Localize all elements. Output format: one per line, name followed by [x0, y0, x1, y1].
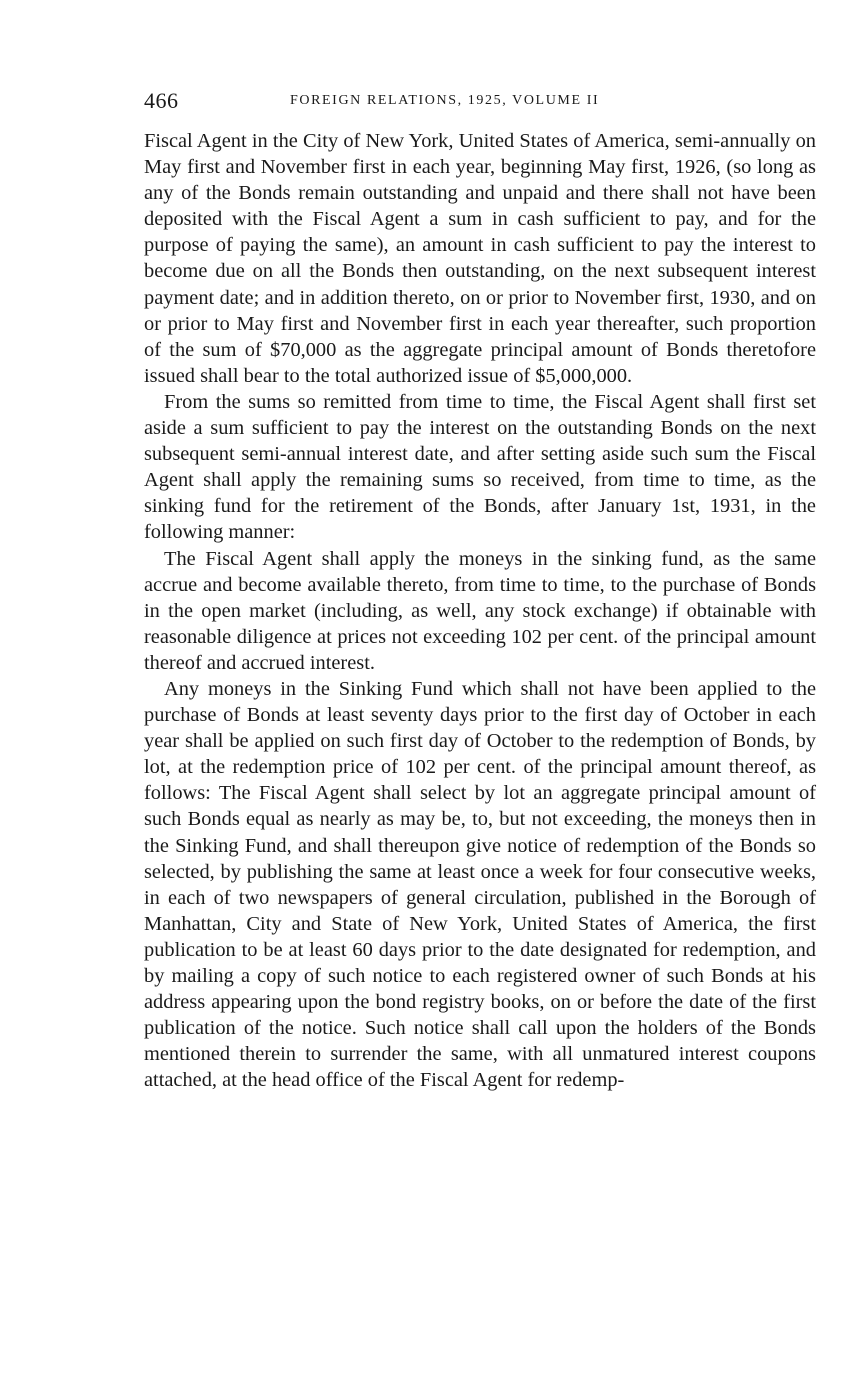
paragraph-continuation: Fiscal Agent in the City of New York, United States of America, semi-annually on May first and November first in each year, beginning May first, 1926, (so long as any of the Bonds remain outstanding and unpaid and there shall not have been deposited with the Fiscal Agent a sum in cash sufficient to pay, and for the purpose of paying the same), an amount in cash sufficient to pay the interest to become due on all the Bonds then outstanding, on the next subsequent interest payment date; and in addition thereto, on or prior to November first, 1930, and on or prior to May first and November first in each year thereafter, such proportion of the sum of $70,000 as the aggregate principal amount of Bonds theretofore issued shall bear to the total authorized issue of $5,000,000.	[144, 130, 816, 387]
running-header	[144, 88, 816, 116]
page-number: 466	[144, 88, 179, 113]
paragraph-sinking-fund-remittance: From the sums so remitted from time to time, the Fiscal Agent shall first set aside a sum sufficient to pay the interest on the outstanding Bonds on the next subsequent semi-annual interest date, and after setting aside such sum the Fiscal Agent shall apply the remaining sums so received, from time to time, as the sinking fund for the retirement of the Bonds, after January 1st, 1931, in the following manner:	[144, 390, 816, 544]
running-header-title: FOREIGN RELATIONS, 1925, VOLUME II	[290, 93, 600, 108]
paragraph-redemption-by-lot: Any moneys in the Sinking Fund which shall not have been applied to the purchase of Bonds at least seventy days prior to the first day of October in each year shall be applied on such first day of October to the redemption of Bonds, by lot, at the redemption price of 102 per cent. of the principal amount thereof, as follows: The Fiscal Agent shall select by lot an aggregate principal amount of such Bonds equal as nearly as may be, to, but not exceeding, the moneys then in the Sinking Fund, and shall thereupon give notice of redemption of the Bonds so selected, by publishing the same at least once a week for four consecutive weeks, in each of two newspapers of general circulation, published in the Borough of Manhattan, City and State of New York, United States of America, the first publication to be at least 60 days prior to the date designated for redemption, and by mailing a copy of such notice to each registered owner of such Bonds at his address appearing upon the bond registry books, on or before the date of the first publication of the notice. Such notice shall call upon the holders of the Bonds mentioned therein to surrender the same, with all unmatured interest coupons attached, at the head office of the Fiscal Agent for redemp-	[144, 677, 816, 1092]
body-text	[144, 128, 816, 1093]
paragraph-open-market-purchase: The Fiscal Agent shall apply the moneys in the sinking fund, as the same accrue and become available thereto, from time to time, to the purchase of Bonds in the open market (including, as well, any stock exchange) if obtainable with reasonable diligence at prices not exceeding 102 per cent. of the principal amount thereof and accrued interest.	[144, 547, 816, 674]
document-page	[144, 88, 816, 1093]
